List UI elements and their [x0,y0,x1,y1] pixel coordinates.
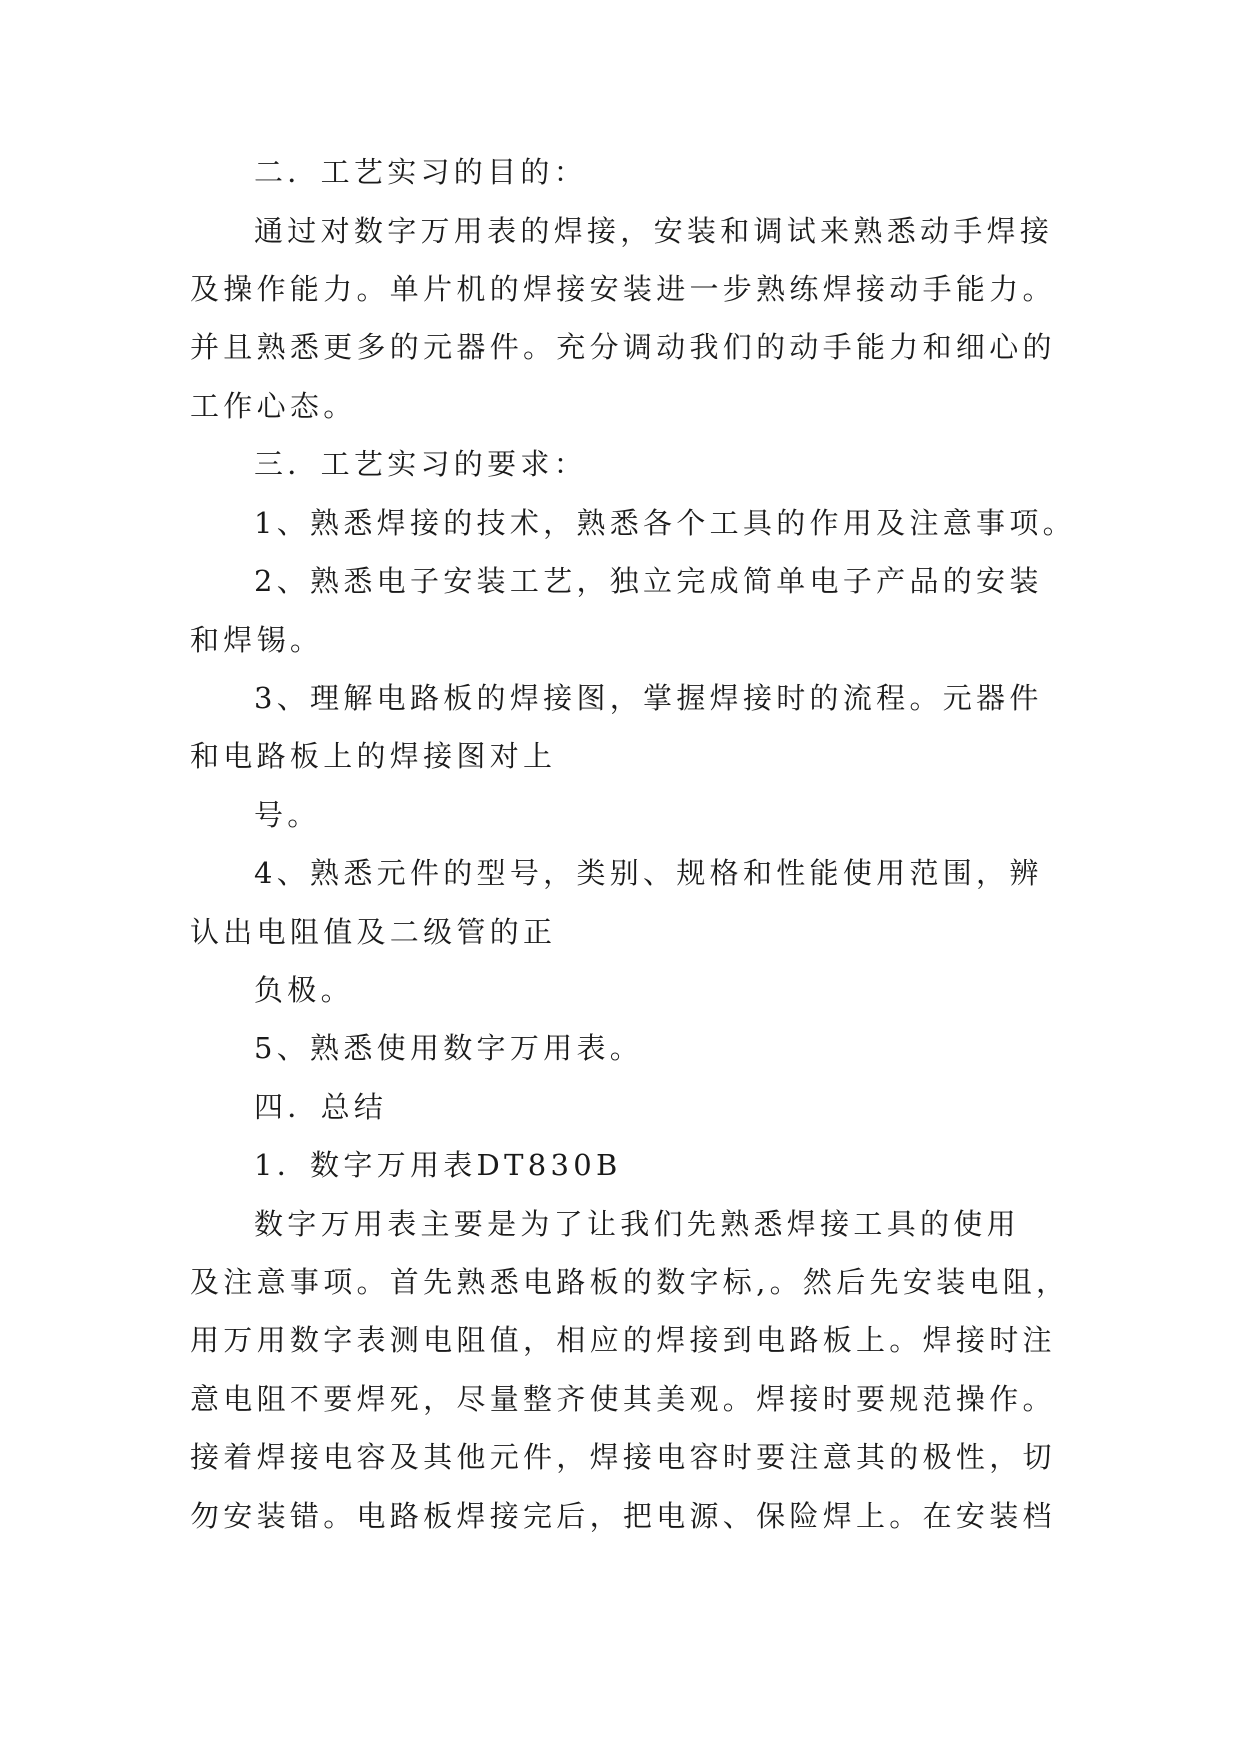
paragraph-line: 及操作能力。单片机的焊接安装进一步熟练焊接动手能力。 [190,272,1056,306]
paragraph-line: 数字万用表主要是为了让我们先熟悉焊接工具的使用 [254,1207,1020,1241]
paragraph-line: 勿安装错。电路板焊接完后，把电源、保险焊上。在安装档 [190,1499,1056,1533]
paragraph-line: 并且熟悉更多的元器件。充分调动我们的动手能力和细心的 [190,330,1056,364]
paragraph-line: 用万用数字表测电阻值，相应的焊接到电路板上。焊接时注 [190,1323,1056,1357]
list-item-continuation: 负极。 [254,973,354,1007]
list-item-continuation: 和电路板上的焊接图对上 [190,739,557,773]
paragraph-line: 接着焊接电容及其他元件，焊接电容时要注意其的极性，切 [190,1440,1056,1474]
list-item: 1、熟悉焊接的技术，熟悉各个工具的作用及注意事项。 [254,506,1076,540]
list-item: 3、理解电路板的焊接图，掌握焊接时的流程。元器件 [254,681,1043,715]
paragraph-line: 及注意事项。首先熟悉电路板的数字标,。然后先安装电阻， [190,1265,1070,1299]
list-item: 2、熟悉电子安装工艺，独立完成简单电子产品的安装 [254,564,1043,598]
list-item: 4、熟悉元件的型号，类别、规格和性能使用范围，辨 [254,856,1043,890]
paragraph-line: 意电阻不要焊死，尽量整齐使其美观。焊接时要规范操作。 [190,1382,1056,1416]
list-item-continuation: 认出电阻值及二级管的正 [190,915,557,949]
heading-section-4: 四．总结 [254,1090,388,1124]
list-item-continuation: 和焊锡。 [190,623,324,657]
paragraph-line: 工作心态。 [190,389,357,423]
list-item: 5、熟悉使用数字万用表。 [254,1031,644,1065]
subheading: 1．数字万用表DT830B [254,1148,622,1182]
paragraph-line: 通过对数字万用表的焊接，安装和调试来熟悉动手焊接 [254,214,1054,248]
heading-section-2: 二．工艺实习的目的： [254,155,588,189]
list-item-continuation: 号。 [254,798,321,832]
heading-section-3: 三．工艺实习的要求： [254,447,588,481]
